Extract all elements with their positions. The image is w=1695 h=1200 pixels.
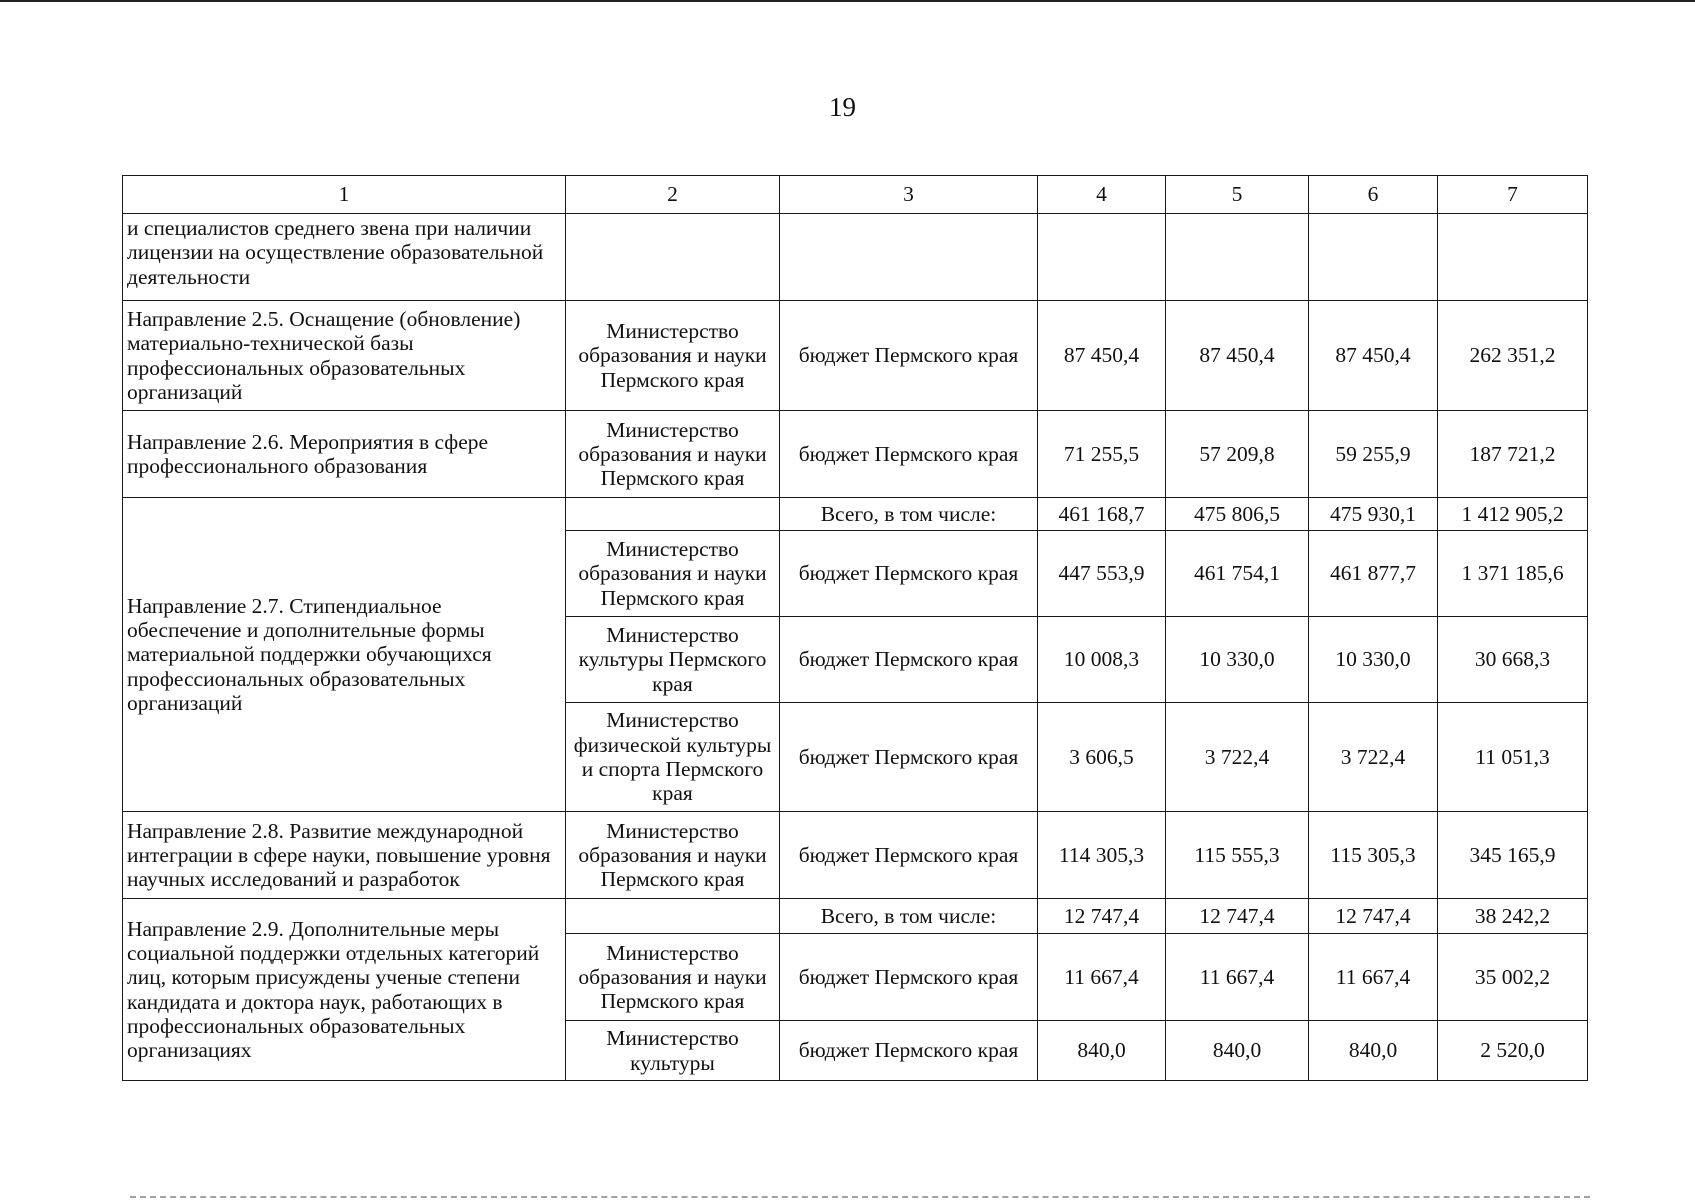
value-cell — [1038, 214, 1166, 301]
funding-source-cell: бюджет Пермского края — [780, 703, 1038, 812]
total-cell: 38 242,2 — [1438, 899, 1588, 934]
scan-edge — [130, 1196, 1590, 1200]
value-cell: 475 930,1 — [1309, 498, 1438, 531]
executor-cell: Министерство культуры Пермского края — [566, 617, 780, 703]
value-cell: 115 305,3 — [1309, 812, 1438, 899]
value-cell: 3 722,4 — [1166, 703, 1309, 812]
funding-source-cell: бюджет Пермского края — [780, 934, 1038, 1021]
funding-source-cell: бюджет Пермского края — [780, 301, 1038, 411]
value-cell: 3 722,4 — [1309, 703, 1438, 812]
direction-cell: Направление 2.5. Оснащение (обновление) материально-технической базы профессиональных образовательных организаций — [123, 301, 566, 411]
executor-cell — [566, 498, 780, 531]
funding-source-cell — [780, 214, 1038, 301]
value-cell: 10 330,0 — [1166, 617, 1309, 703]
value-cell: 12 747,4 — [1166, 899, 1309, 934]
value-cell: 87 450,4 — [1038, 301, 1166, 411]
total-cell: 345 165,9 — [1438, 812, 1588, 899]
value-cell — [1309, 214, 1438, 301]
column-number: 6 — [1309, 176, 1438, 214]
value-cell: 59 255,9 — [1309, 411, 1438, 498]
funding-source-cell: Всего, в том числе: — [780, 498, 1038, 531]
value-cell: 10 008,3 — [1038, 617, 1166, 703]
executor-cell: Министерство культуры — [566, 1021, 780, 1081]
column-number: 2 — [566, 176, 780, 214]
column-number: 5 — [1166, 176, 1309, 214]
table-row — [123, 899, 1588, 934]
direction-cell: Направление 2.9. Дополнительные меры социальной поддержки отдельных категорий лиц, которым присуждены ученые степени кандидата и доктора наук, работающих в профессиональных образовательных организациях — [123, 899, 566, 1081]
funding-source-cell: бюджет Пермского края — [780, 411, 1038, 498]
value-cell: 461 168,7 — [1038, 498, 1166, 531]
value-cell: 461 877,7 — [1309, 531, 1438, 617]
value-cell: 10 330,0 — [1309, 617, 1438, 703]
direction-cell: и специалистов среднего звена при наличии лицензии на осуществление образовательной деятельности — [123, 214, 566, 301]
executor-cell: Министерство физической культуры и спорта Пермского края — [566, 703, 780, 812]
value-cell: 840,0 — [1038, 1021, 1166, 1081]
table-row — [123, 812, 1588, 899]
column-number-row — [123, 176, 1588, 214]
total-cell: 30 668,3 — [1438, 617, 1588, 703]
value-cell: 87 450,4 — [1309, 301, 1438, 411]
table-row — [123, 498, 1588, 531]
table-row — [123, 301, 1588, 411]
value-cell: 475 806,5 — [1166, 498, 1309, 531]
executor-cell: Министерство образования и науки Пермского края — [566, 934, 780, 1021]
value-cell — [1166, 214, 1309, 301]
column-number: 3 — [780, 176, 1038, 214]
total-cell: 262 351,2 — [1438, 301, 1588, 411]
value-cell: 461 754,1 — [1166, 531, 1309, 617]
value-cell: 840,0 — [1166, 1021, 1309, 1081]
total-cell: 2 520,0 — [1438, 1021, 1588, 1081]
funding-source-cell: бюджет Пермского края — [780, 617, 1038, 703]
value-cell: 11 667,4 — [1166, 934, 1309, 1021]
column-number: 7 — [1438, 176, 1588, 214]
value-cell: 840,0 — [1309, 1021, 1438, 1081]
value-cell: 11 667,4 — [1309, 934, 1438, 1021]
value-cell: 115 555,3 — [1166, 812, 1309, 899]
page-number: 19 — [829, 92, 856, 122]
funding-source-cell: бюджет Пермского края — [780, 1021, 1038, 1081]
executor-cell — [566, 214, 780, 301]
column-number: 4 — [1038, 176, 1166, 214]
total-cell: 1 371 185,6 — [1438, 531, 1588, 617]
executor-cell: Министерство образования и науки Пермского края — [566, 812, 780, 899]
table-row — [123, 214, 1588, 301]
value-cell: 114 305,3 — [1038, 812, 1166, 899]
total-cell: 11 051,3 — [1438, 703, 1588, 812]
total-cell — [1438, 214, 1588, 301]
value-cell: 87 450,4 — [1166, 301, 1309, 411]
total-cell: 187 721,2 — [1438, 411, 1588, 498]
total-cell: 35 002,2 — [1438, 934, 1588, 1021]
scan-edge — [0, 0, 1695, 2]
value-cell: 12 747,4 — [1309, 899, 1438, 934]
direction-cell: Направление 2.6. Мероприятия в сфере профессионального образования — [123, 411, 566, 498]
funding-source-cell: бюджет Пермского края — [780, 531, 1038, 617]
direction-cell: Направление 2.8. Развитие международной интеграции в сфере науки, повышение уровня научных исследований и разработок — [123, 812, 566, 899]
value-cell: 11 667,4 — [1038, 934, 1166, 1021]
value-cell: 71 255,5 — [1038, 411, 1166, 498]
executor-cell — [566, 899, 780, 934]
value-cell: 447 553,9 — [1038, 531, 1166, 617]
value-cell: 57 209,8 — [1166, 411, 1309, 498]
value-cell: 3 606,5 — [1038, 703, 1166, 812]
executor-cell: Министерство образования и науки Пермского края — [566, 531, 780, 617]
total-cell: 1 412 905,2 — [1438, 498, 1588, 531]
table-row — [123, 411, 1588, 498]
funding-source-cell: бюджет Пермского края — [780, 812, 1038, 899]
funding-source-cell: Всего, в том числе: — [780, 899, 1038, 934]
executor-cell: Министерство образования и науки Пермского края — [566, 411, 780, 498]
value-cell: 12 747,4 — [1038, 899, 1166, 934]
column-number: 1 — [123, 176, 566, 214]
direction-cell: Направление 2.7. Стипендиальное обеспечение и дополнительные формы материальной поддержки обучающихся профессиональных образовательных организаций — [123, 498, 566, 812]
budget-table — [122, 175, 1588, 1081]
executor-cell: Министерство образования и науки Пермского края — [566, 301, 780, 411]
